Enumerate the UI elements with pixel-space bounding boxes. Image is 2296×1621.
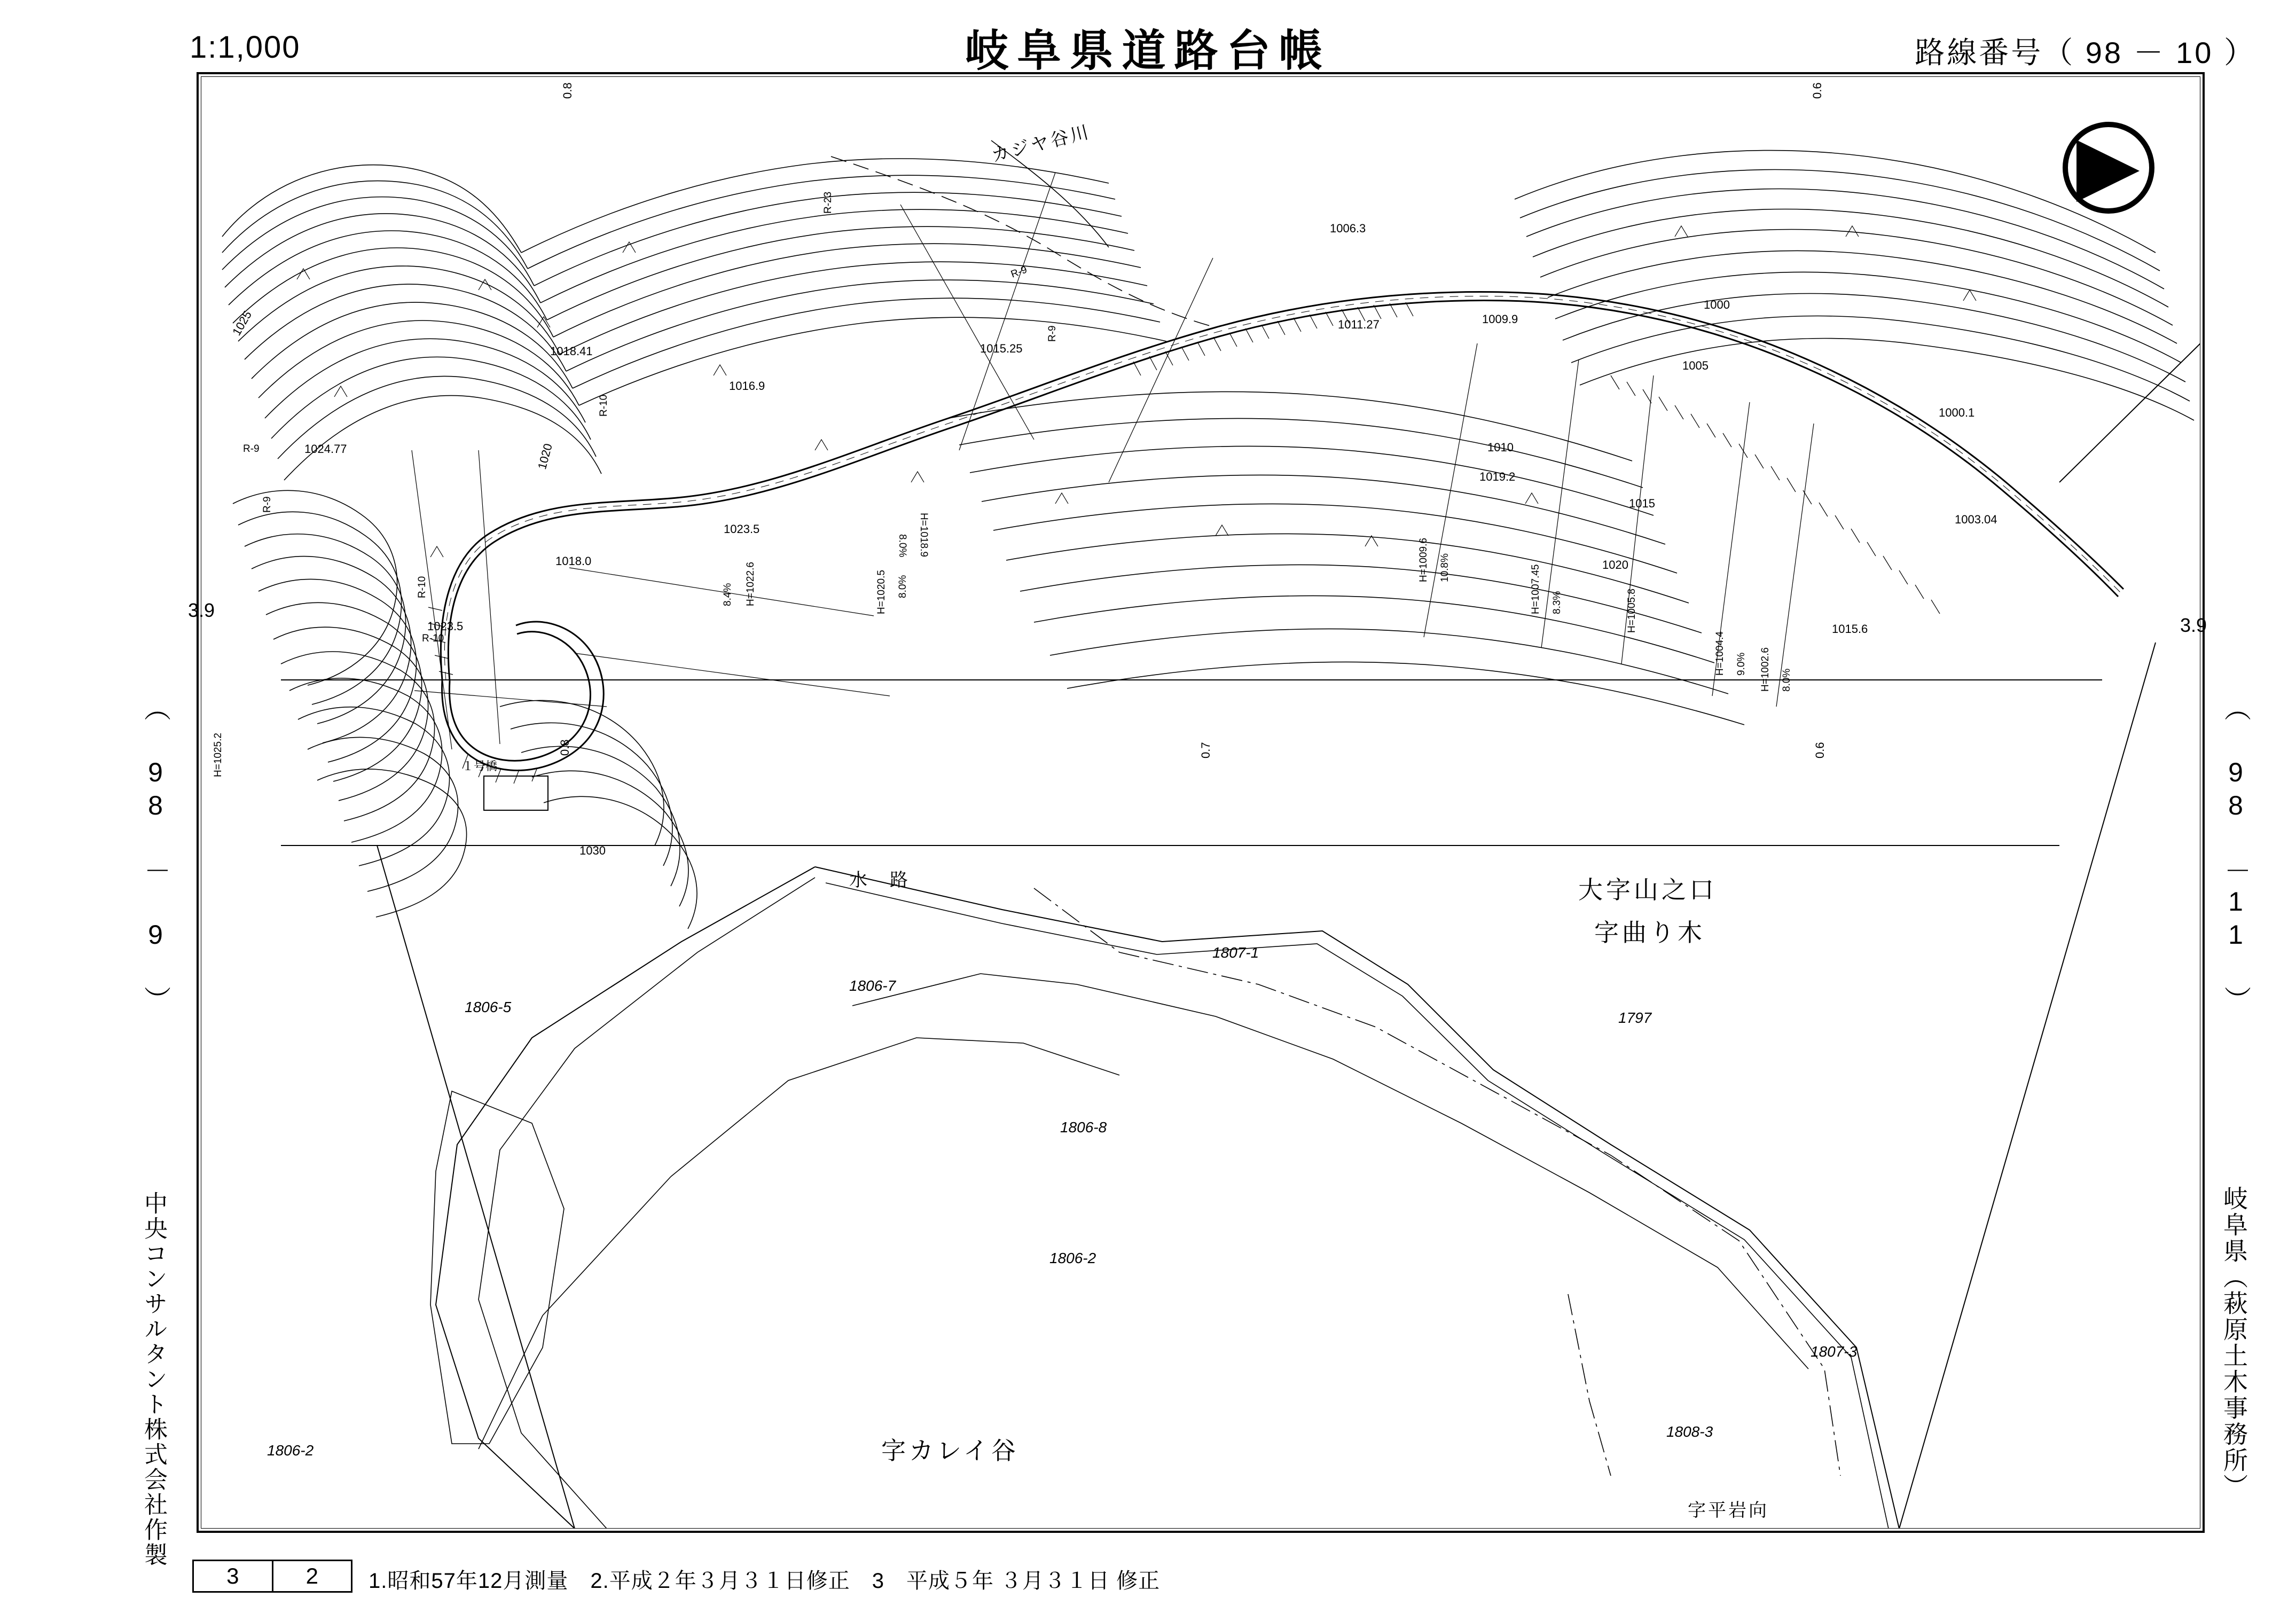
parcel-label: 1807-1 [1212,944,1259,961]
page-number-left: 3 [226,1563,239,1588]
profile-grade: 8.0% [897,575,908,598]
grid-tick: 0.7 [1199,742,1212,758]
spot-height: 1003.04 [1955,513,1997,526]
right-elevation-mark: 3.9 [2180,614,2207,636]
curve-radius: R-10 [417,576,428,598]
place-aza2-label: 字カレイ谷 [881,1437,1019,1465]
profile-height: H=1020.5 [876,570,887,614]
contour-label: 1010 [1487,441,1514,454]
profile-height: H=1004.4 [1714,631,1726,676]
map-drawing [201,76,2200,1529]
left-elevation-mark: 3.9 [188,599,215,621]
page-number-right: 2 [272,1561,351,1591]
parcel-label: 1806-8 [1060,1119,1107,1136]
route-number: 路線番号（ 98 － 10 ） [1915,36,2256,69]
contour-label: 1020 [535,442,555,471]
contour-label: 1025 [230,308,255,338]
spot-height: 1016.9 [729,379,765,393]
spot-height: 1018.41 [550,344,593,358]
curve-radius: R-9 [1047,325,1058,342]
spot-height: 1024.77 [304,442,347,456]
profile-grade: 8.0% [897,534,908,558]
grid-tick: 0.8 [561,82,574,99]
grid-tick: 0.8 [558,739,571,756]
spot-height: 1023.5 [427,620,464,633]
spot-height: 1018.0 [555,554,592,568]
spot-height: 1015.6 [1832,622,1868,636]
place-aza3-label: 字平岩向 [1688,1500,1769,1521]
spot-height: 1011.27 [1338,318,1380,331]
profile-height: H=1009.6 [1418,538,1429,582]
curve-radius: R-10 [598,394,609,417]
profile-grade: 9.0% [1736,652,1747,676]
place-oaza-label: 大字山之口 [1578,876,1717,904]
profile-height: H=1018.9 [918,513,929,557]
survey-note: 1.昭和57年12月測量 2.平成２年３月３１日修正 3 平成５年 ３月３１日 修正 [369,1569,1161,1593]
curve-radius: R-9 [243,443,260,455]
curve-radius: R-23 [822,191,834,214]
producer-label: 中央コンサルタント株式会社作製 [140,1191,167,1568]
parcel-label: 1806-5 [465,999,512,1015]
spot-height: 1000.1 [1939,406,1975,419]
contour-label: 1020 [1602,558,1628,571]
grid-tick: 0.6 [1811,82,1824,99]
parcel-label: 1806-2 [1049,1250,1096,1266]
contour-label: 1015 [1629,497,1655,510]
contour-label: 1030 [579,844,606,857]
bridge-label: １号橋 [462,759,498,773]
parcel-label: 1797 [1618,1009,1652,1026]
profile-grade: 10.8% [1439,553,1451,582]
spot-height: 1009.9 [1482,312,1518,326]
place-aza1-label: 字曲り木 [1594,919,1705,946]
spot-height: 1023.5 [724,522,760,536]
profile-height: H=1005.8 [1626,589,1637,633]
spot-height: 1015.25 [980,342,1023,355]
spot-height: 1006.3 [1330,222,1366,235]
page-number-box [192,1560,352,1593]
parcel-label: 1806-2 [267,1442,314,1459]
profile-height: H=1002.6 [1760,647,1771,692]
parcel-label: 1807-3 [1811,1343,1858,1360]
contour-label: 1005 [1682,359,1709,372]
right-route-label: （ 98 －11 ） [2221,694,2251,1016]
grid-tick: 0.6 [1813,742,1827,758]
curve-radius: R-10 [422,633,444,644]
curve-radius: R-9 [1009,264,1029,280]
contour-label: 1000 [1704,298,1730,311]
profile-height: H=1022.6 [745,562,756,606]
profile-grade: 8.4% [722,583,733,606]
parcel-label: 1808-3 [1666,1423,1713,1440]
profile-height: H=1025.2 [213,733,224,777]
scale-label: 1:1,000 [190,30,301,65]
waterway-label: 水 路 [849,870,910,890]
left-route-label: （ 98 － 9 ） [140,694,170,1016]
profile-height: H=1007.45 [1530,564,1541,614]
profile-grade: 8.3% [1551,591,1563,614]
office-label: 岐阜県（萩原土木事務所） [2220,1186,2248,1500]
spot-height: 1019.2 [1479,470,1516,483]
river-label: カジヤ谷川 [989,121,1093,166]
profile-grade: 8.0% [1781,668,1792,692]
curve-radius: R-9 [262,496,273,513]
parcel-label: 1806-7 [849,977,896,994]
page-title: 岐阜県道路台帳 [965,27,1331,75]
